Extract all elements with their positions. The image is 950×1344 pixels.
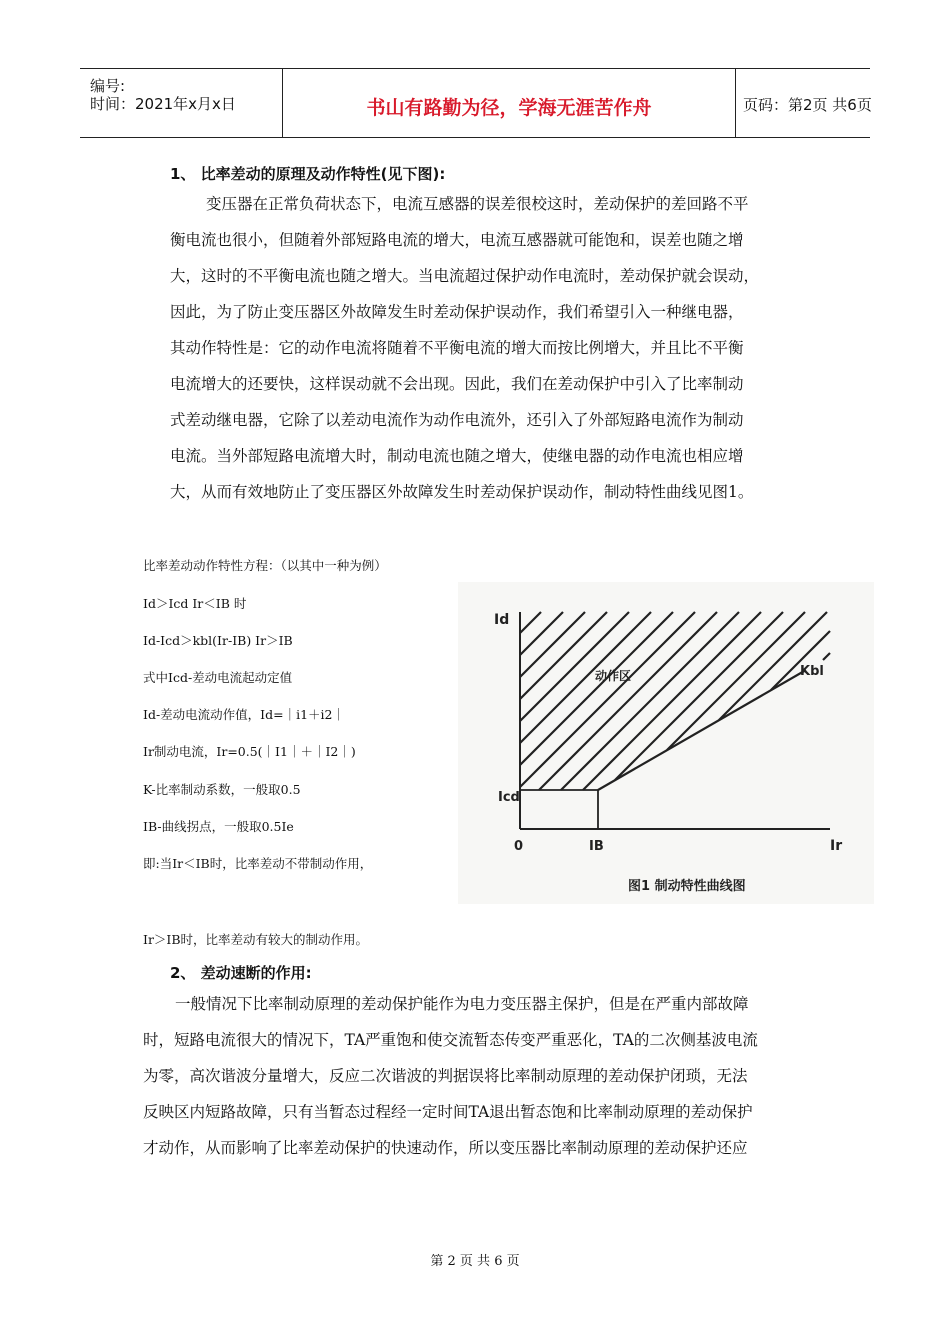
equation-line: Id-差动电流动作值，Id=｜i1＋i2｜ [143, 707, 345, 722]
page-header [80, 68, 870, 138]
paragraph-line: 因此，为了防止变压器区外故障发生时差动保护误动作，我们希望引入一种继电器， [170, 303, 744, 321]
header-motto-cell [282, 69, 736, 137]
equation-line: IB-曲线拐点，一般取0.5Ie [143, 819, 294, 834]
equation-line: K-比率制动系数，一般取0.5 [143, 782, 301, 797]
paragraph-line: 大，从而有效地防止了变压器区外故障发生时差动保护误动作，制动特性曲线见图1。 [170, 483, 754, 501]
equation-line: 即:当Ir＜IB时，比率差动不带制动作用， [143, 856, 373, 871]
motto: 书山有路勤为径，学海无涯苦作舟 [366, 97, 652, 119]
equation-line: Ir制动电流，Ir=0.5(｜I1｜＋｜I2｜) [143, 744, 356, 759]
slope-label: Kbl [800, 664, 824, 679]
equation-line: Id-Icd＞kbl(Ir-IB) Ir＞IB [143, 633, 293, 648]
braking-characteristic-figure [458, 582, 874, 904]
header-page-cell [735, 69, 870, 137]
equation-line: Id＞Icd Ir＜IB 时 [143, 596, 247, 611]
equation-line: Ir＞IB时，比率差动有较大的制动作用。 [143, 932, 369, 947]
section2-paragraph [143, 986, 758, 1166]
ib-label: IB [589, 839, 604, 854]
page-footer: 第 2 页 共 6 页 [430, 1254, 520, 1269]
paragraph-line: 时，短路电流很大的情况下，TA严重饱和使交流暂态传变严重恶化，TA的二次侧基波电流 [143, 1031, 758, 1049]
icd-label: Icd [498, 790, 520, 805]
equation-line: 式中Icd-差动电流起动定值 [143, 670, 293, 685]
section1-heading: 1、 比率差动的原理及动作特性(见下图): [170, 165, 446, 183]
y-axis-label: Id [494, 612, 510, 628]
paragraph-line: 为零，高次谐波分量增大，反应二次谐波的判据误将比率制动原理的差动保护闭琐，无法 [143, 1067, 748, 1085]
paragraph-line: 电流。当外部短路电流增大时，制动电流也随之增大，使继电器的动作电流也相应增 [170, 447, 744, 465]
page-info: 页码：第2页 共6页 [743, 96, 872, 114]
section2-heading: 2、 差动速断的作用: [170, 964, 312, 982]
figure-caption: 图1 制动特性曲线图 [628, 879, 746, 894]
header-left-cell [80, 69, 282, 137]
paragraph-line: 其动作特性是：它的动作电流将随着不平衡电流的增大而按比例增大，并且比不平衡 [170, 339, 744, 357]
x-axis-label: Ir [830, 838, 843, 854]
origin-label: 0 [514, 839, 524, 854]
paragraph-line: 大，这时的不平衡电流也随之增大。当电流超过保护动作电流时，差动保护就会误动， [170, 267, 760, 285]
paragraph-line: 衡电流也很小，但随着外部短路电流的增大，电流互感器就可能饱和，误差也随之增 [170, 231, 744, 249]
time-label: 时间：2021年x月x日 [90, 95, 236, 113]
paragraph-line: 反映区内短路故障，只有当暂态过程经一定时间TA退出暂态饱和比率制动原理的差动保护 [143, 1103, 753, 1121]
paragraph-line: 式差动继电器，它除了以差动电流作为动作电流外，还引入了外部短路电流作为制动 [170, 411, 744, 429]
region-label: 动作区 [595, 669, 632, 683]
number-label: 编号: [90, 77, 126, 95]
paragraph-line: 电流增大的还要快，这样误动就不会出现。因此，我们在差动保护中引入了比率制动 [170, 375, 744, 393]
section1-paragraph [170, 186, 759, 510]
paragraph-line: 一般情况下比率制动原理的差动保护能作为电力变压器主保护，但是在严重内部故障 [175, 995, 749, 1013]
paragraph-line: 变压器在正常负荷状态下，电流互感器的误差很校这时，差动保护的差回路不平 [206, 195, 749, 213]
paragraph-line: 才动作，从而影响了比率差动保护的快速动作，所以变压器比率制动原理的差动保护还应 [143, 1139, 748, 1157]
equation-line: 比率差动动作特性方程：（以其中一种为例） [143, 558, 387, 573]
